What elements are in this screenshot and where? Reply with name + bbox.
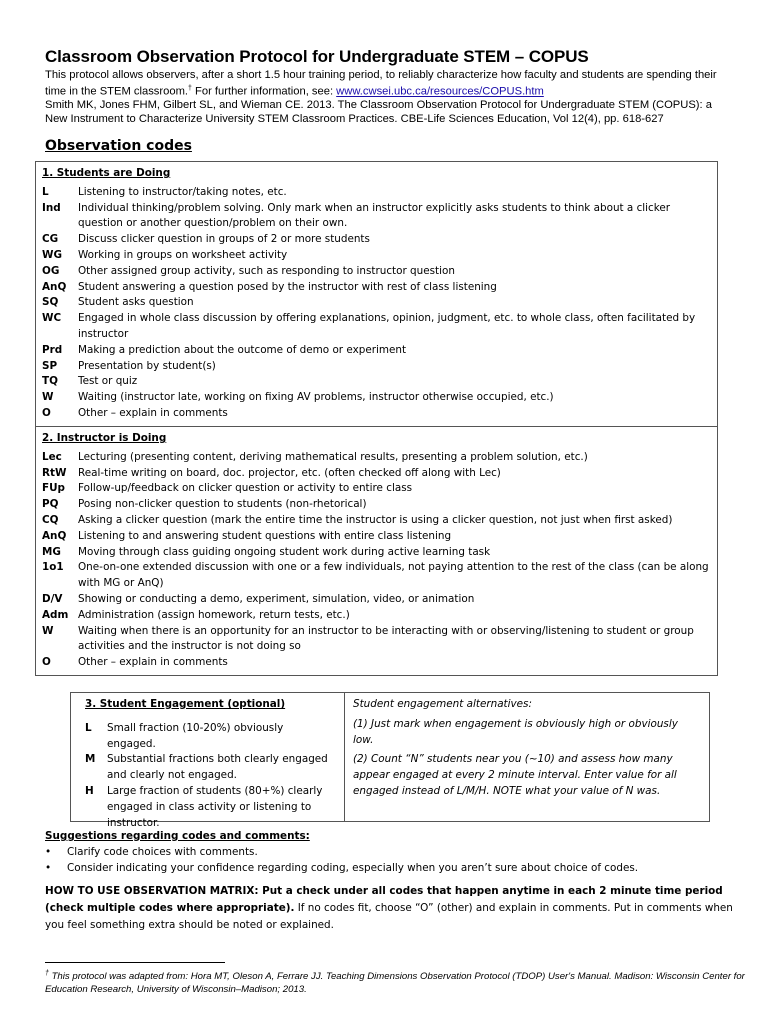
- suggestions-section: [45, 828, 735, 934]
- code-label: SQ: [42, 296, 59, 309]
- code-description: Listening to instructor/taking notes, etc.: [78, 185, 287, 198]
- suggestion-bullet: [45, 844, 735, 860]
- code-row: [42, 359, 711, 375]
- dagger-mark: †: [188, 85, 192, 93]
- code-description: Large fraction of students (80+%) clearly engaged in class activity or listening to instructor.: [107, 784, 323, 829]
- engagement-alternative-1: (1) Just mark when engagement is obviously high or obviously low.: [353, 717, 678, 746]
- code-description: Other assigned group activity, such as responding to instructor question: [78, 264, 455, 277]
- engagement-alternatives-heading: Student engagement alternatives:: [353, 698, 532, 710]
- engagement-section: [70, 692, 710, 829]
- suggestion-text: Clarify code choices with comments.: [67, 846, 258, 858]
- instructor-code-list: [42, 450, 711, 671]
- code-description: Other – explain in comments: [78, 656, 228, 669]
- code-row: [42, 624, 711, 656]
- suggestions-heading: Suggestions regarding codes and comments:: [45, 830, 310, 842]
- code-label: W: [42, 624, 54, 637]
- code-description: Asking a clicker question (mark the entire time the instructor is using a clicker question, not just when first asked): [78, 513, 673, 526]
- suggestion-text: Consider indicating your confidence regarding coding, especially when you aren’t sure about choice of codes.: [67, 862, 639, 874]
- code-label: D/V: [42, 592, 63, 605]
- code-label: OG: [42, 264, 60, 277]
- code-description: Student answering a question posed by the instructor with rest of class listening: [78, 280, 497, 293]
- citation-text: Smith MK, Jones FHM, Gilbert SL, and Wieman CE. 2013. The Classroom Observation Protocol for Undergraduate STEM (COPUS): a New Instrument to Characterize University STEM Classroom Practices. CBE-Life Sciences Education, Vol 12(4), pp. 618-627: [45, 99, 712, 125]
- howto-text: If no codes fit, choose “O” (other) and explain in comments. Put in comments when you feel something extra should be noted or explained.: [45, 902, 733, 931]
- code-label: RtW: [42, 466, 67, 479]
- code-label: M: [85, 753, 96, 766]
- footnote-text: This protocol was adapted from: Hora MT, Oleson A, Ferrare JJ. Teaching Dimensions Observation Protocol (TDOP) User's Manual. Madison: Wisconsin Center for Education Research, University of Wisconsin–Madison; 2013.: [45, 971, 745, 995]
- instructor-doing-box: [35, 426, 718, 676]
- code-description: Test or quiz: [78, 375, 138, 388]
- code-row: [42, 311, 711, 343]
- code-label: Lec: [42, 450, 62, 463]
- code-description: Small fraction (10-20%) obviously engaged.: [107, 721, 284, 750]
- code-row: [42, 374, 711, 390]
- howto-bold-text: HOW TO USE OBSERVATION MATRIX: Put a check under all codes that happen anytime in each 2 minute time period (check multiple codes where appropriate).: [45, 885, 723, 914]
- code-label: O: [42, 656, 51, 669]
- code-description: Discuss clicker question in groups of 2 or more students: [78, 233, 370, 246]
- intro-paragraph: [45, 69, 735, 126]
- code-row: [42, 655, 711, 671]
- code-row: [42, 592, 711, 608]
- instructor-doing-heading: 2. Instructor is Doing: [42, 432, 167, 444]
- students-doing-box: [35, 161, 718, 426]
- code-description: Engaged in whole class discussion by offering explanations, opinion, judgment, etc. to whole class, often facilitated by instructor: [78, 312, 696, 340]
- students-code-list: [42, 185, 711, 422]
- code-row: [42, 248, 711, 264]
- howto-paragraph: [45, 883, 735, 934]
- code-label: PQ: [42, 498, 59, 511]
- code-label: SP: [42, 359, 58, 372]
- code-description: Working in groups on worksheet activity: [78, 248, 288, 261]
- code-row: [85, 721, 334, 753]
- code-description: Showing or conducting a demo, experiment, simulation, video, or animation: [78, 592, 475, 605]
- footnote-dagger: †: [45, 970, 49, 977]
- code-description: Administration (assign homework, return tests, etc.): [78, 608, 350, 621]
- further-info-text: For further information, see:: [191, 86, 337, 99]
- code-label: MG: [42, 545, 61, 558]
- code-row: [42, 466, 711, 482]
- code-description: Presentation by student(s): [78, 359, 216, 372]
- code-description: Substantial fractions both clearly engaged and clearly not engaged.: [107, 753, 328, 782]
- observation-codes-heading: Observation codes: [45, 138, 192, 154]
- code-row: [42, 232, 711, 248]
- code-row: [42, 280, 711, 296]
- bullet-icon: •: [45, 862, 52, 874]
- engagement-code-list: [85, 721, 334, 832]
- code-description: Posing non-clicker question to students (non-rhetorical): [78, 498, 367, 511]
- code-description: Waiting when there is an opportunity for an instructor to be interacting with or observing/listening to student or group activities and the instructor is not doing so: [78, 624, 694, 653]
- code-description: Lecturing (presenting content, deriving mathematical results, presenting a problem solution, etc.): [78, 450, 588, 463]
- code-description: Moving through class guiding ongoing student work during active learning task: [78, 545, 491, 558]
- code-description: Follow-up/feedback on clicker question or activity to entire class: [78, 482, 413, 495]
- code-row: [42, 545, 711, 561]
- code-label: TQ: [42, 375, 58, 388]
- code-label: O: [42, 406, 51, 419]
- engagement-heading: 3. Student Engagement (optional): [85, 698, 286, 710]
- code-row: [42, 201, 711, 233]
- copus-link[interactable]: www.cwsei.ubc.ca/resources/COPUS.htm: [336, 86, 544, 99]
- code-description: Individual thinking/problem solving. Only mark when an instructor explicitly asks students to think about a clicker question or another question/problem on their own.: [78, 201, 671, 230]
- code-description: Real-time writing on board, doc. projector, etc. (often checked off along with Lec): [78, 466, 501, 479]
- code-row: [42, 343, 711, 359]
- code-description: One-on-one extended discussion with one or a few individuals, not paying attention to the rest of the class (can be along with MG or AnQ): [78, 561, 709, 590]
- code-row: [42, 529, 711, 545]
- code-description: Making a prediction about the outcome of demo or experiment: [78, 343, 407, 356]
- suggestion-bullet: [45, 860, 735, 876]
- code-row: [42, 390, 711, 406]
- code-label: H: [85, 784, 94, 797]
- code-row: [42, 295, 711, 311]
- code-row: [42, 608, 711, 624]
- code-label: AnQ: [42, 529, 67, 542]
- engagement-alternatives-box: [345, 692, 710, 822]
- code-row: [42, 481, 711, 497]
- code-row: [42, 513, 711, 529]
- code-description: Waiting (instructor late, working on fixing AV problems, instructor otherwise occupied, etc.): [78, 391, 554, 404]
- code-label: Prd: [42, 343, 63, 356]
- code-row: [42, 264, 711, 280]
- code-row: [42, 497, 711, 513]
- intro-text: This protocol allows observers, after a short 1.5 hour training period, to reliably characterize how faculty and students are spending their time in the STEM classroom.: [45, 69, 717, 99]
- code-row: [42, 560, 711, 592]
- code-label: CG: [42, 233, 59, 246]
- code-description: Other – explain in comments: [78, 406, 228, 419]
- engagement-codes-box: [70, 692, 345, 829]
- students-doing-heading: 1. Students are Doing: [42, 167, 171, 179]
- code-label: Adm: [42, 608, 69, 621]
- code-row: [42, 450, 711, 466]
- code-row: [42, 185, 711, 201]
- code-label: WG: [42, 248, 62, 261]
- code-label: L: [85, 721, 92, 734]
- code-label: AnQ: [42, 280, 67, 293]
- code-label: WC: [42, 312, 62, 325]
- code-label: CQ: [42, 513, 59, 526]
- code-description: Student asks question: [78, 296, 194, 309]
- code-description: Listening to and answering student questions with entire class listening: [78, 529, 452, 542]
- footnote-divider: [45, 962, 225, 963]
- code-row: [42, 406, 711, 422]
- code-label: FUp: [42, 482, 65, 495]
- code-label: Ind: [42, 201, 61, 214]
- footnote: [45, 968, 745, 996]
- code-row: [85, 784, 334, 831]
- code-row: [85, 752, 334, 784]
- engagement-alternative-2: (2) Count “N” students near you (~10) and assess how many appear engaged at every 2 minute interval. Enter value for all engaged instead of L/M/H. NOTE what your value of N was.: [353, 753, 677, 797]
- bullet-icon: •: [45, 846, 52, 858]
- code-label: L: [42, 185, 49, 198]
- code-label: 1o1: [42, 561, 64, 574]
- document-title: Classroom Observation Protocol for Undergraduate STEM – COPUS: [45, 47, 589, 66]
- code-label: W: [42, 391, 54, 404]
